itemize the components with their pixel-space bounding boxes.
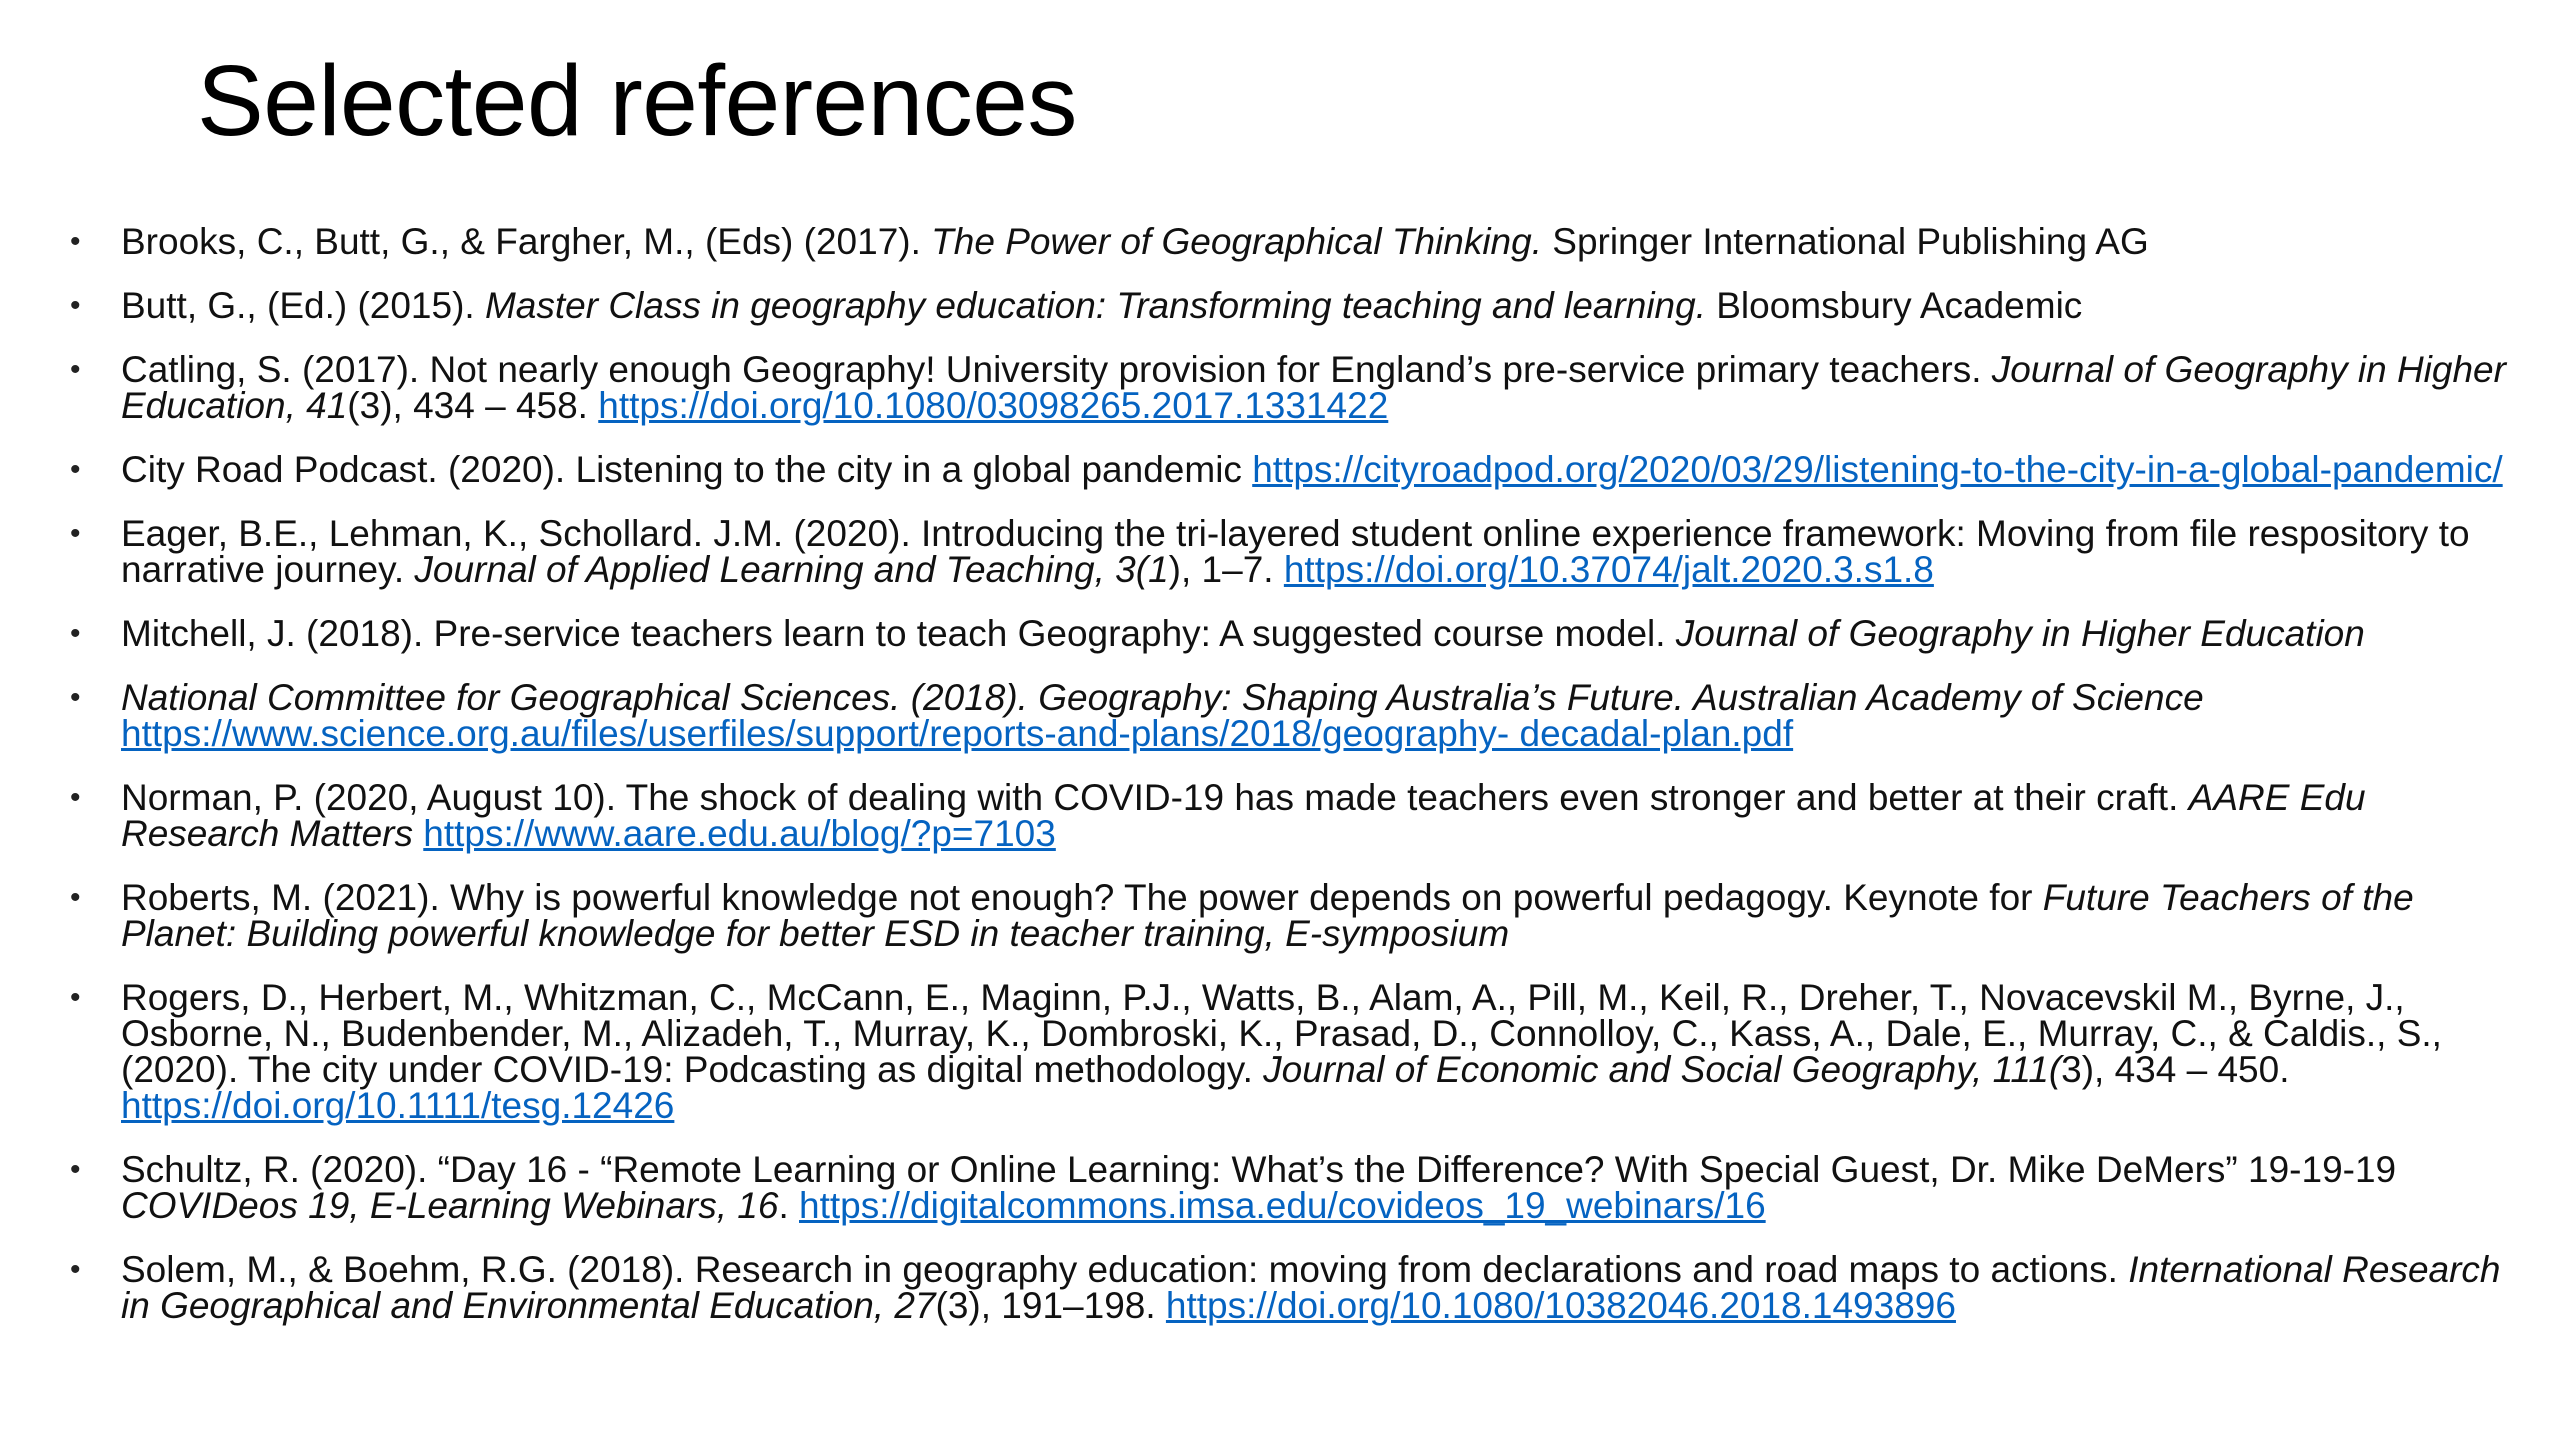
reference-plain-text: . <box>778 1185 799 1226</box>
reference-plain-text: Rogers, D., Herbert, M., Whitzman, C., McCann, E., Maginn, P.J., Watts, B., Alam, A., Pill, M., Keil, R., Dreher, T., Novacevskil M., Byrne, J., Osborne, N., Budenbender, M., Alizadeh, T., Murray, K., Dombroski, K., Prasad, D., Connolloy, C., Kass, A., Dale, E., Murray, C., & Caldis., S., (2020). The city under COVID-19: Podcasting as digital methodology. <box>121 977 2442 1090</box>
reference-item <box>70 677 2510 754</box>
reference-italic-text: National Committee for Geographical Sciences. (2018). Geography: Shaping Australia’s Future. Australian Academy of Science <box>121 677 2204 718</box>
reference-italic-text: The Power of Geographical Thinking. <box>931 221 1542 262</box>
reference-item <box>70 349 2510 426</box>
reference-text <box>121 977 2442 1126</box>
reference-item <box>70 285 2510 326</box>
reference-plain-text: ), 1–7. <box>1168 549 1284 590</box>
reference-plain-text: Schultz, R. (2020). “Day 16 - “Remote Learning or Online Learning: What’s the Difference? With Special Guest, Dr. Mike DeMers” 19-19-19 <box>121 1149 2397 1190</box>
reference-link[interactable]: https://doi.org/10.37074/jalt.2020.3.s1.8 <box>1283 549 1934 590</box>
reference-text <box>121 513 2470 590</box>
reference-italic-text: Journal of Applied Learning and Teaching, 3(1 <box>414 549 1169 590</box>
reference-link[interactable]: https://doi.org/10.1111/tesg.12426 <box>121 1085 675 1126</box>
reference-italic-text: Journal of Geography in Higher Education, 41 <box>121 349 2506 426</box>
reference-text <box>121 777 2366 854</box>
reference-italic-text: Journal of Economic and Social Geography, 111( <box>1263 1049 2062 1090</box>
reference-link[interactable]: https://www.science.org.au/files/userfiles/support/reports-and-plans/2018/geography- decadal-plan.pdf <box>121 713 1794 754</box>
reference-item <box>70 877 2510 954</box>
reference-item <box>70 449 2510 490</box>
reference-item <box>70 513 2510 590</box>
reference-text <box>121 449 2503 490</box>
reference-item <box>70 221 2510 262</box>
reference-text <box>121 221 2149 262</box>
reference-italic-text: International Research in Geographical and Environmental Education, 27 <box>121 1249 2501 1326</box>
reference-text <box>121 677 2204 754</box>
reference-plain-text: Norman, P. (2020, August 10). The shock of dealing with COVID-19 has made teachers even stronger and better at their craft. <box>121 777 2189 818</box>
reference-text <box>121 349 2506 426</box>
reference-italic-text: AARE Edu Research Matters <box>121 777 2366 854</box>
reference-plain-text: Springer International Publishing AG <box>1541 221 2149 262</box>
reference-plain-text: Solem, M., & Boehm, R.G. (2018). Research in geography education: moving from declarations and road maps to actions. <box>121 1249 2129 1290</box>
reference-text <box>121 1149 2396 1226</box>
reference-plain-text: Mitchell, J. (2018). Pre-service teachers learn to teach Geography: A suggested course model. <box>121 613 1676 654</box>
reference-text <box>121 285 2082 326</box>
reference-plain-text: Bloomsbury Academic <box>1705 285 2083 326</box>
reference-plain-text: Roberts, M. (2021). Why is powerful knowledge not enough? The power depends on powerful pedagogy. Keynote for <box>121 877 2043 918</box>
reference-plain-text: City Road Podcast. (2020). Listening to the city in a global pandemic <box>121 449 1253 490</box>
reference-item <box>70 1149 2510 1226</box>
reference-link[interactable]: https://doi.org/10.1080/03098265.2017.1331422 <box>598 385 1389 426</box>
reference-plain-text: 3), 434 – 450. <box>2061 1049 2290 1090</box>
reference-plain-text: Catling, S. (2017). Not nearly enough Geography! University provision for England’s pre-service primary teachers. <box>121 349 1992 390</box>
reference-list <box>70 221 2510 1352</box>
reference-item <box>70 777 2510 854</box>
reference-link[interactable]: https://cityroadpod.org/2020/03/29/listening-to-the-city-in-a-global-pandemic/ <box>1252 449 2503 490</box>
reference-item <box>70 613 2510 654</box>
reference-plain-text: (3), 191–198. <box>935 1285 1166 1326</box>
reference-text <box>121 613 2365 654</box>
page-title: Selected references <box>197 45 1077 157</box>
reference-plain-text: Eager, B.E., Lehman, K., Schollard. J.M. (2020). Introducing the tri-layered student online experience framework: Moving from file respository to narrative journey. <box>121 513 2470 590</box>
reference-link[interactable]: https://www.aare.edu.au/blog/?p=7103 <box>423 813 1056 854</box>
reference-italic-text: COVIDeos 19, E-Learning Webinars, 16 <box>121 1185 779 1226</box>
reference-plain-text: (3), 434 – 458. <box>347 385 599 426</box>
reference-plain-text <box>413 813 423 854</box>
reference-text <box>121 1249 2501 1326</box>
reference-text <box>121 877 2414 954</box>
reference-italic-text: Journal of Geography in Higher Education <box>1675 613 2365 654</box>
reference-italic-text: Master Class in geography education: Transforming teaching and learning. <box>484 285 1706 326</box>
reference-link[interactable]: https://doi.org/10.1080/10382046.2018.1493896 <box>1165 1285 1956 1326</box>
reference-plain-text: Butt, G., (Ed.) (2015). <box>121 285 485 326</box>
reference-item <box>70 1249 2510 1326</box>
reference-item <box>70 977 2510 1126</box>
reference-italic-text: Future Teachers of the Planet: Building powerful knowledge for better ESD in teacher training, E-symposium <box>121 877 2414 954</box>
reference-link[interactable]: https://digitalcommons.imsa.edu/covideos_19_webinars/16 <box>799 1185 1766 1226</box>
reference-plain-text: Brooks, C., Butt, G., & Fargher, M., (Eds) (2017). <box>121 221 932 262</box>
